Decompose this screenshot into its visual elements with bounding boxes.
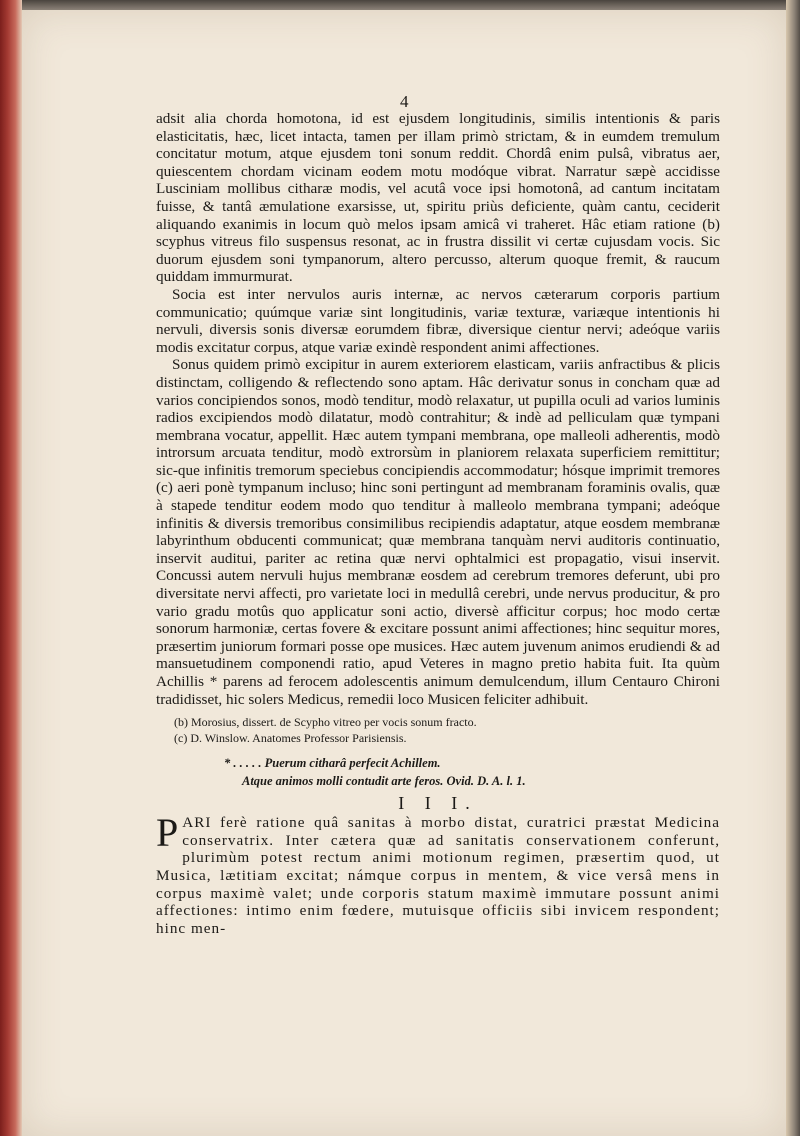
section-number: I I I.: [398, 793, 478, 814]
paragraph-2: Socia est inter nervulos auris internæ, ac nervos cæterarum corporis partium communicatio; quúmque variæ sint longitudinis, variæ texturæ, variæque intentionis hi nervuli, diversis sonis diversæ eorumdem fibræ, diversique cientur nervi; adeóque variis modis excitatur corpus, atque variæ exindè respondent animi affectiones.: [156, 285, 720, 356]
page-top-edge: [22, 0, 800, 10]
section-text: ARI ferè ratione quâ sanitas à morbo distat, curatrici præstat Medicina conservatrix. Inter cætera quæ ad sanitatis conservationem conferunt, plurimùm potest rectum animi motionum regimen, præsertim quod, ut Musica, lætitiam excitat; námque corpus in mentem, & vice versâ mens in corpus maximè valet; unde corporis statum maximè immutare possunt animi affectiones: intimo enim fœdere, mutuisque officiis sibi invicem respondent; hinc men-: [156, 814, 720, 937]
paragraph-1: adsit alia chorda homotona, id est ejusdem longitudinis, similis intentionis & paris elasticitatis, hæc, licet intacta, tamen per illam primò strictam, & in eumdem tremulum concitatur motum, atque ejusdem toni sonum reddit. Chordâ enim pulsâ, vibratus aer, quiescentem chordam vicinam eodem motu modóque vibrat. Narratur sæpè accidisse Lusciniam mollibus citharæ modis, vel acutâ voce ipsi homotonâ, ad cantum incitatam fuisse, & tantâ æmulatione exarsisse, ut, spiritu priùs deficiente, quàm cantu, ceciderit aliquando exanimis in locum quò melos ipsam amicâ vi traheret. Hâc etiam ratione (b) scyphus vitreus filo suspensus resonat, ac in frustra dissilit vi certæ cujusdam vocis. Sic duorum ejusdem soni tympanorum, altero percusso, alterum quoque fremit, & raucum quiddam immurmurat.: [156, 110, 720, 286]
drop-cap: P: [156, 810, 179, 856]
paragraph-3: Sonus quidem primò excipitur in aurem exteriorem elasticam, variis anfractibus & plicis distinctam, colligendo & reflectendo sono aptam. Hâc derivatur sonus in concham quæ ad varios concipiendos sonos, modò tenditur, modò relaxatur, ut pupilla oculi ad varios luminis radios excipiendos modò dilatatur, modò contrahitur; & indè ad pelliculam quæ tympani membrana vocatur, appellit. Hæc autem tympani membrana, ope malleoli adherentis, modò introrsum arcuata tenditur, modò extrorsùm in planiorem relaxata superficiem remittitur; sic-que infinitis tremorum speciebus concipiendis accommodatur; hósque imprimit tremores (c) aeri ponè tympanum incluso; hinc soni pertingunt ad membranam foraminis ovalis, quæ à stapede tenditur eodem modo quo tenditur à malleolo membrana tympani; adeóque infinitis & diversis tremoribus consimilibus recipiendis adaptatur, atque eosdem membranæ labyrinthum obducenti communicat; quæ membrana tanquàm nervi auditoris continuatio, inservit auditui, pariter ac retina quæ nervi ophtalmici est propagatio, visui inservit. Concussi autem nervuli hujus membranæ eosdem ad cerebrum tremores deferunt, ubi pro diversitate nervi affecti, pro varietate loci in medullâ cerebri, unde nervus producitur, & pro vario gradu motûs quo applicatur soni actio, diversè afficitur corpus; hoc modo certæ sonorum harmoniæ, certas fovere & excitare possunt animi affectiones; hinc sequitur mores, præsertim juniorum formari posse ope musices. Hæc autem juvenum animos erudiendi & ad mansuetudinem componendi ratio, apud Veteres in magno pretio habita fuit. Ita quùm Achillis * parens ad ferocem adolescentis animum demulcendum, illum Centauro Chironi tradidisset, hic solers Medicus, remedii loco Musicen feliciter adhibuit.: [156, 356, 720, 708]
footnote-c: (c) D. Winslow. Anatomes Professor Parisiensis.: [174, 731, 407, 746]
footnotes: [156, 714, 720, 746]
page-stack-edge: [786, 0, 800, 1136]
book-binding: [0, 0, 22, 1136]
footnote-b: (b) Morosius, dissert. de Scypho vitreo per vocis sonum fracto.: [174, 715, 477, 730]
verse-quote: [156, 754, 720, 790]
section-paragraph: [156, 810, 720, 937]
page-number: 4: [400, 92, 409, 111]
body-text: [156, 110, 720, 937]
verse-line-2: Atque animos molli contudit arte feros. Ovid. D. A. l. 1.: [242, 774, 526, 789]
verse-line-1: * . . . . . Puerum citharâ perfecit Achillem.: [224, 756, 441, 771]
